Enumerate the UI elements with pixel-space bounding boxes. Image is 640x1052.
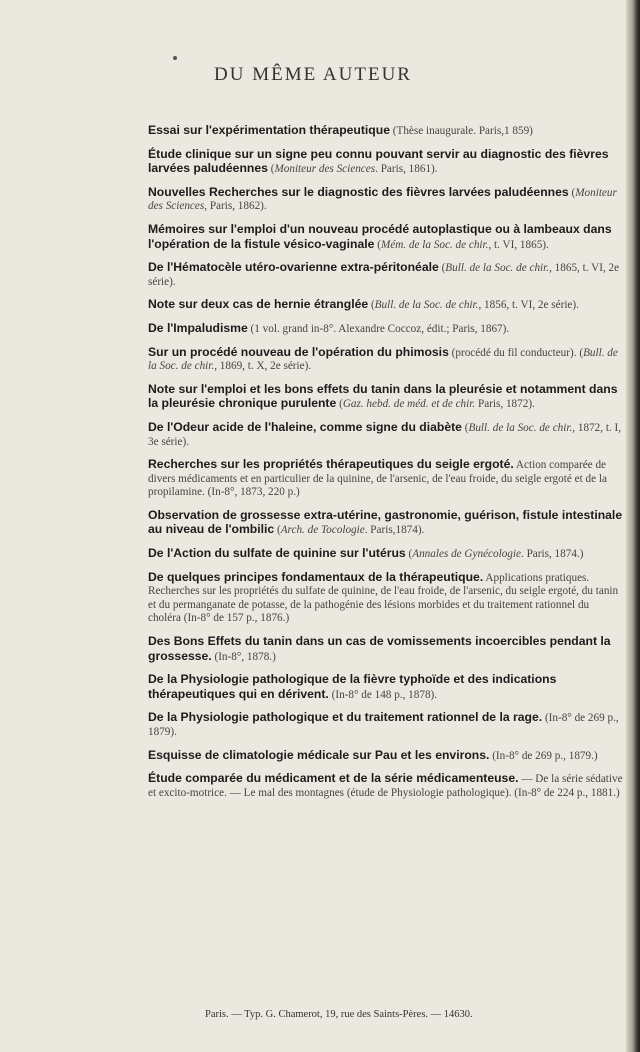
entry-heading: De l'Impaludisme [148,320,248,335]
bibliography-list [148,124,623,809]
entry-source: Bull. de la Soc. de chir. [148,346,618,373]
bibliography-entry [148,346,623,374]
entry-text: ( [461,421,469,434]
entry-heading: Note sur deux cas de hernie étranglée [148,297,369,312]
entry-text: ( [568,186,576,199]
page-edge-shadow [626,0,640,1052]
entry-source: Annales de Gynécologie [412,548,521,561]
entry-heading: Nouvelles Recherches sur le diagnostic des fièvres larvées paludéennes [148,184,569,199]
bibliography-entry [148,635,623,664]
entry-source: Bull. de la Soc. de chir. [374,299,479,312]
entry-text: (procédé du fil conducteur). ( [448,346,584,359]
entry-text: ( [374,238,381,251]
entry-text-tail: , 1856, t. VI, 2e série). [478,299,579,312]
bibliography-entry [148,298,623,313]
entry-heading: Recherches sur les propriétés thérapeutiques du seigle ergoté. [148,457,514,472]
entry-text-tail: , 1869, t. X, 2e série). [214,360,312,373]
entry-text: (In-8° de 269 p., 1879). [148,712,619,738]
entry-text-tail: , t. VI, 1865). [488,238,549,251]
page-title: DU MÊME AUTEUR [214,64,412,85]
ink-speck [173,56,177,60]
entry-heading: De l'Action du sulfate de quinine sur l'utérus [148,546,406,561]
entry-source: Arch. de Tocologie [280,524,365,537]
bibliography-entry [148,711,623,739]
entry-text: (In-8° de 269 p., 1879.) [489,749,598,762]
entry-text: (Thèse inaugurale. Paris,1 859) [389,125,533,137]
entry-heading: Mémoires sur l'emploi d'un nouveau procédé autoplastique ou à lambeaux dans l'opération de la fistule vésico-vaginale [148,221,612,251]
entry-heading: Observation de grossesse extra-utérine, gastronomie, guérison, fistule intestinale au niveau de l'ombilic [148,507,623,537]
entry-text-tail: . Paris, 1861). [375,163,438,176]
bibliography-entry [148,421,623,449]
entry-source: Gaz. hebd. de méd. et de chir. [342,398,476,411]
entry-text-tail: , 1872, t. I, 3e série). [148,421,622,448]
entry-text: Applications pratiques. Recherches sur les propriétés du sulfate de quinine, de l'eau froide, de l'arsenic, du seigle ergoté, du tanin et du permanganate de potasse, de la pathogénie des lésions morbides et du traitement rationnel du choléra (In-8° de 157 p., 1876.) [148,571,619,625]
entry-text: ( [405,548,413,561]
printer-imprint: Paris. — Typ. G. Chamerot, 19, rue des Saints-Pères. — 14630. [205,1009,473,1020]
entry-text-tail: , 1865, t. VI, 2e série). [148,262,620,288]
entry-heading: Note sur l'emploi et les bons effets du tanin dans la pleurésie et notamment dans la pleurésie chronique purulente [148,381,618,411]
entry-heading: Étude comparée du médicament et de la série médicamenteuse. [148,771,519,786]
entry-heading: De l'Hématocèle utéro-ovarienne extra-péritonéale [148,260,439,275]
bibliography-entry [148,186,623,214]
entry-source: Bull. de la Soc. de chir. [445,262,550,275]
entry-text-tail: . Paris, 1874.) [520,548,584,561]
bibliography-entry [148,223,623,252]
entry-source: Bull. de la Soc. de chir. [468,421,573,434]
entry-heading: Des Bons Effets du tanin dans un cas de vomissements incoercibles pendant la grossesse. [148,634,611,663]
entry-text: (In-8°, 1878.) [211,650,276,663]
entry-text: ( [368,299,375,312]
bibliography-entry [148,547,623,562]
entry-text-tail: , Paris, 1862). [204,200,267,213]
entry-text: Action comparée de divers médicaments et en particulier de la quinine, de l'arsenic, de l'eau froide, du seigle ergoté et de la propilamine. (In-8°, 1873, 220 p.) [148,459,607,499]
entry-heading: De quelques principes fondamentaux de la thérapeutique. [148,569,484,584]
bibliography-entry [148,772,623,800]
entry-heading: De l'Odeur acide de l'haleine, comme signe du diabète [148,419,462,434]
entry-heading: De la Physiologie pathologique et du traitement rationnel de la rage. [148,710,543,725]
entry-source: Moniteur des Sciences [274,163,376,176]
entry-text-tail: . Paris,1874). [364,524,425,537]
bibliography-entry [148,148,623,177]
entry-text: ( [438,262,446,275]
entry-text: — De la série sédative et excito-motrice. — Le mal des montagnes (étude de Physiologie pathologique). (In-8° de 224 p., 1881.) [148,773,623,799]
bibliography-entry [148,383,623,412]
entry-text: (1 vol. grand in-8°. Alexandre Coccoz, édit.; Paris, 1867). [247,322,510,335]
entry-text: ( [267,163,275,176]
bibliography-entry [148,124,623,139]
entry-text: (In-8° de 148 p., 1878). [328,688,438,701]
bibliography-entry [148,673,623,702]
entry-text-tail: Paris, 1872). [475,398,535,411]
entry-heading: Esquisse de climatologie médicale sur Pau et les environs. [148,747,490,762]
entry-text: ( [274,524,281,537]
entry-heading: Essai sur l'expérimentation thérapeutique [148,123,390,137]
entry-heading: Sur un procédé nouveau de l'opération du phimosis [148,344,449,359]
bibliography-entry [148,509,623,538]
bibliography-entry [148,571,623,626]
entry-heading: Étude clinique sur un signe peu connu pouvant servir au diagnostic des fièvres larvées paludéennes [148,146,609,176]
entry-text: ( [336,398,343,411]
entry-source: Mém. de la Soc. de chir. [380,238,489,251]
bibliography-entry [148,261,623,289]
entry-heading: De la Physiologie pathologique de la fièvre typhoïde et des indications thérapeutiques qui en dérivent. [148,672,557,701]
bibliography-entry [148,749,623,764]
entry-source: Moniteur des Sciences [148,186,617,213]
bibliography-entry [148,322,623,337]
bibliography-entry [148,458,623,500]
